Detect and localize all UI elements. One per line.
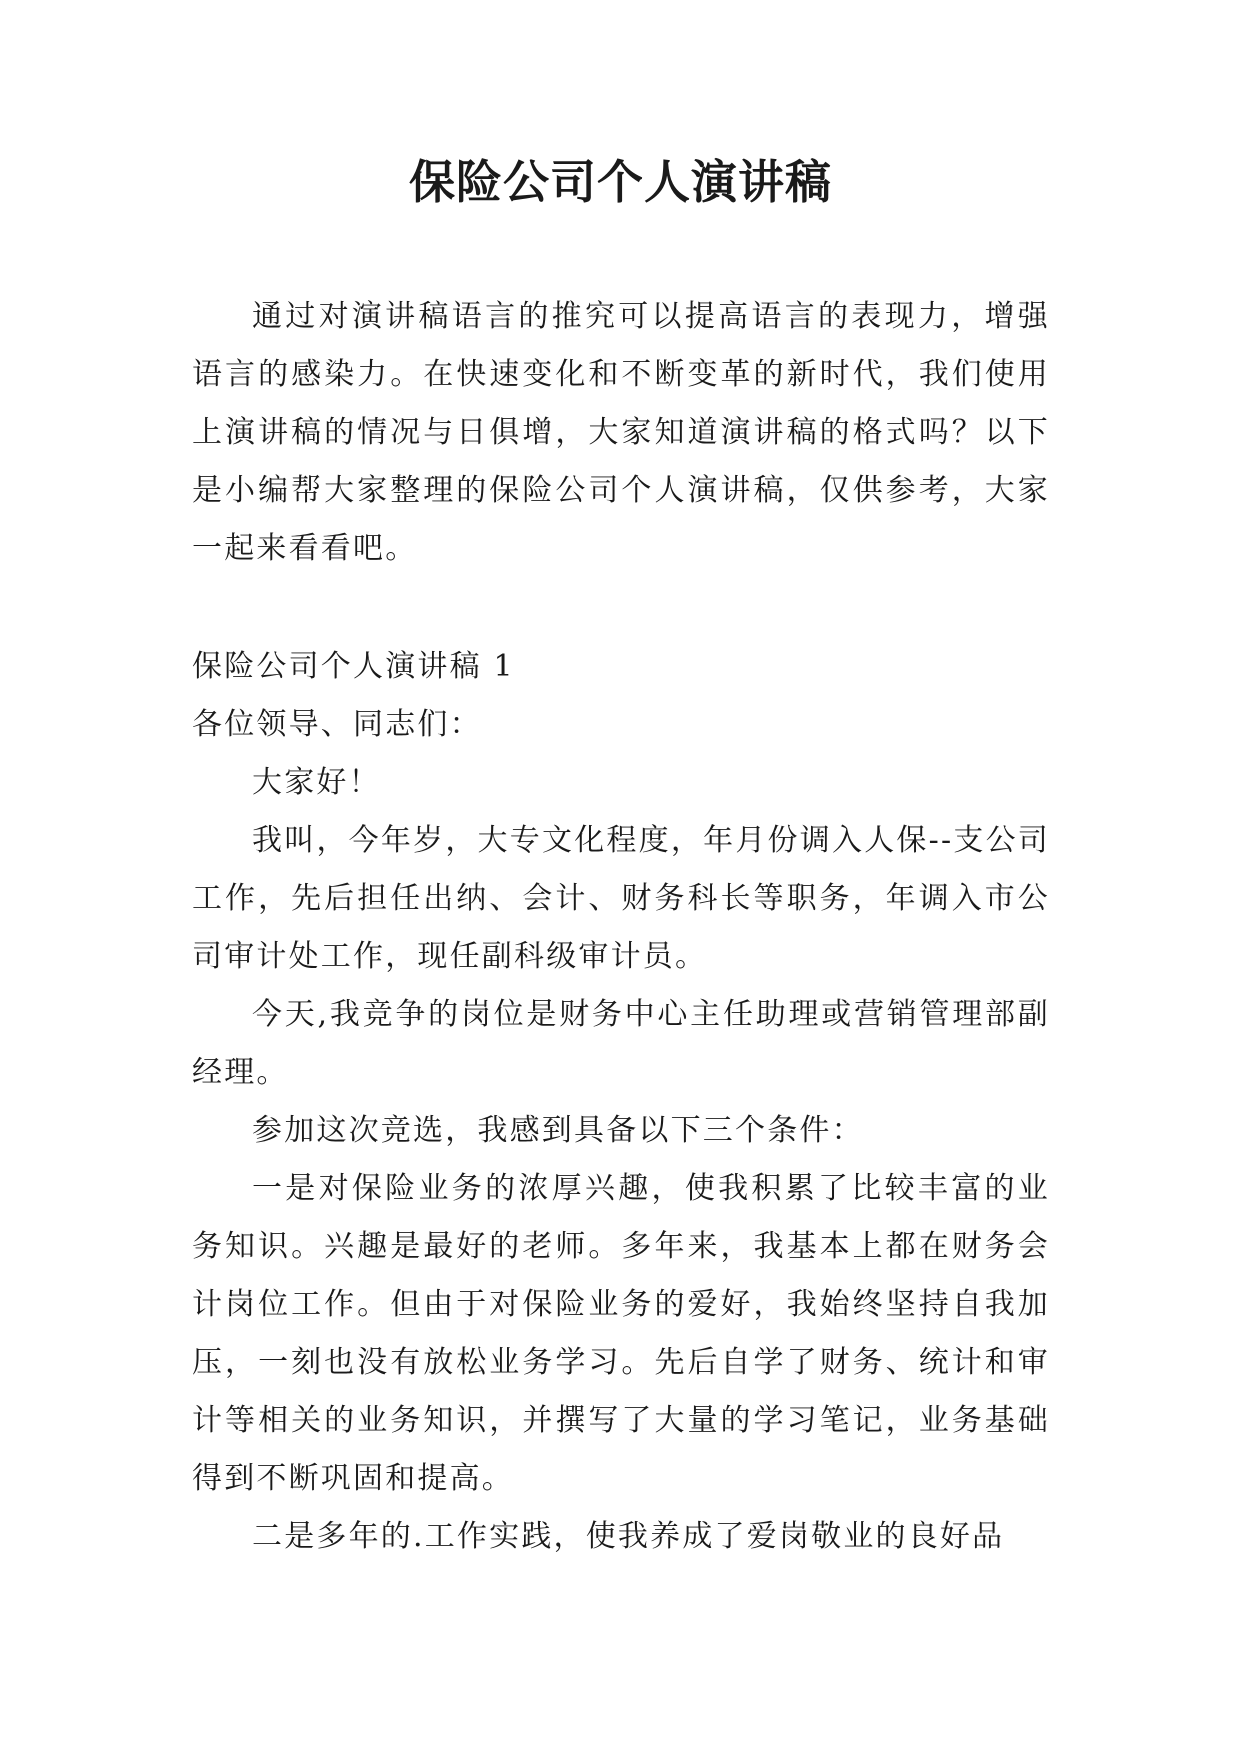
salutation: 各位领导、同志们：	[192, 707, 482, 742]
speech-section	[192, 638, 1050, 1566]
paragraph-position: 今天,我竞争的岗位是财务中心主任助理或营销管理部副经理。	[192, 997, 1050, 1090]
paragraph-conditions: 参加这次竞选，我感到具备以下三个条件：	[252, 1113, 864, 1148]
paragraph-greeting: 大家好！	[252, 765, 381, 800]
intro-paragraph: 通过对演讲稿语言的推究可以提高语言的表现力，增强语言的感染力。在快速变化和不断变革的新时代，我们使用上演讲稿的情况与日俱增，大家知道演讲稿的格式吗？以下是小编帮大家整理的保险公司个人演讲稿，仅供参考，大家一起来看看吧。	[192, 299, 1050, 566]
paragraph-introduction: 我叫，今年岁，大专文化程度，年月份调入人保--支公司工作，先后担任出纳、会计、财务科长等职务，年调入市公司审计处工作，现任副科级审计员。	[192, 823, 1050, 974]
document-title: 保险公司个人演讲稿	[409, 155, 832, 209]
paragraph-condition-two: 二是多年的.工作实践，使我养成了爱岗敬业的良好品	[252, 1519, 1005, 1554]
intro-section	[192, 288, 1050, 578]
section-heading: 保险公司个人演讲稿 1	[192, 649, 515, 684]
paragraph-condition-one: 一是对保险业务的浓厚兴趣，使我积累了比较丰富的业务知识。兴趣是最好的老师。多年来，我基本上都在财务会计岗位工作。但由于对保险业务的爱好，我始终坚持自我加压，一刻也没有放松业务学习。先后自学了财务、统计和审计等相关的业务知识，并撰写了大量的学习笔记，业务基础得到不断巩固和提高。	[192, 1171, 1050, 1496]
